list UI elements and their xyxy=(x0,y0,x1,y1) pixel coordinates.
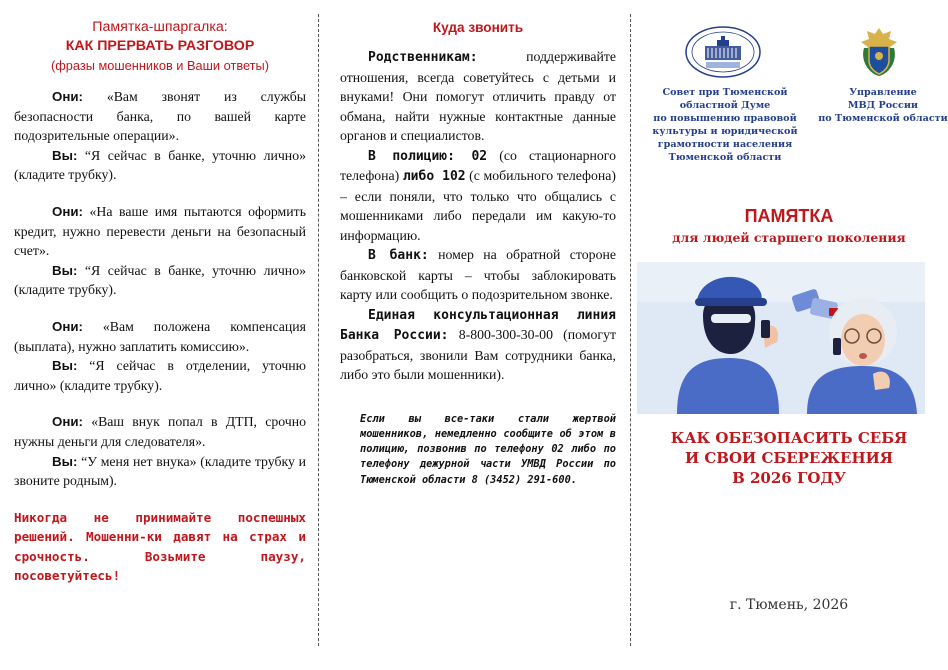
scammer-phrase xyxy=(14,87,306,146)
how-heading-line: И СВОИ СБЕРЕЖЕНИЯ xyxy=(684,449,894,467)
your-answer-label: Вы: xyxy=(52,262,78,278)
dialog-item xyxy=(14,317,306,395)
your-answer-text: “Я сейчас в отделении, уточню лично» (кладите трубку). xyxy=(14,358,306,393)
relatives-paragraph xyxy=(340,47,616,146)
scammer-phrase-label: Они: xyxy=(52,89,83,104)
council-name-line: областной Думе xyxy=(679,100,771,111)
where-to-call-title: Куда звонить xyxy=(432,20,524,35)
bank-text: номер на обратной стороне банковской карты – чтобы заблокировать карту или сообщить о подозрительном звонке. xyxy=(340,247,616,302)
police-text-landline: (со стационарного телефона) xyxy=(340,147,617,183)
how-to-protect-heading xyxy=(644,428,934,488)
warning-text: Никогда не принимайте поспешных решений. Мошенни-ки давят на страх и срочность. Возьмите паузу, посоветуйтесь! xyxy=(14,509,306,584)
relatives-text: поддерживайте отношения, всегда советуйтесь с детьми и внуками! Они помогут отличить правду от обмана, найти нужные контактные данные органов и специалистов. xyxy=(340,49,616,143)
council-name-line: по повышению правовой xyxy=(653,113,797,124)
left-column xyxy=(0,0,318,670)
middle-column xyxy=(318,0,630,670)
scammer-phrase-label: Они: xyxy=(52,203,83,219)
contacts-text xyxy=(340,47,616,385)
duma-emblem-icon xyxy=(684,26,762,78)
cheatsheet-subtitle: (фразы мошенников и Ваши ответы) xyxy=(51,58,269,73)
dialog-list xyxy=(14,87,306,491)
police-label: В полицию: 02 xyxy=(368,148,488,164)
scammer-phrase-text: «На ваше имя пытаются оформить кредит, нужно перевести деньги на безопасный счет». xyxy=(14,203,306,259)
your-answer xyxy=(14,356,306,395)
scammer-phrase-text: «Ваш внук попал в ДТП, срочно нужны деньги для следователя». xyxy=(14,414,306,449)
how-heading-line: КАК ОБЕЗОПАСИТЬ СЕБЯ xyxy=(670,429,908,447)
police-label-mobile: либо 102 xyxy=(402,169,466,184)
city-year: г. Тюмень, 2026 xyxy=(729,597,849,613)
central-bank-label: Единая консультационная линия Банка России: xyxy=(340,307,616,343)
dialog-item xyxy=(14,87,306,185)
council-name-line: Совет при Тюменской xyxy=(662,87,788,98)
mvd-name-line: МВД России xyxy=(847,100,919,111)
cheatsheet-title-line1: Памятка-шпаргалка: xyxy=(92,19,228,35)
police-text-mobile: (с мобильного телефона) – если поняли, что только что общались с мошенниками либо передали им какую-то информацию. xyxy=(340,168,617,243)
scammer-phrase xyxy=(14,317,306,356)
relatives-label: Родственникам: xyxy=(368,50,478,65)
your-answer xyxy=(14,261,306,300)
how-heading-line: В 2026 ГОДУ xyxy=(732,469,846,487)
leaflet-title: ПАМЯТКА xyxy=(744,206,834,226)
council-name-line: грамотности населения xyxy=(657,139,793,150)
central-bank-text: 8-800-300-30-00 (помогут разобраться, звонили Вам сотрудники банка, либо это были мошенники). xyxy=(340,327,616,382)
your-answer xyxy=(14,146,306,185)
scammer-phrase-label: Они: xyxy=(52,414,83,430)
scammer-phrase-label: Они: xyxy=(52,318,83,334)
mvd-emblem-icon xyxy=(856,26,902,78)
mvd-name-line: Управление xyxy=(849,87,917,98)
scammer-phrase-text: «Вам положена компенсация (выплата), нужно заплатить комиссию». xyxy=(14,318,306,354)
bank-label: В банк: xyxy=(368,248,429,263)
your-answer-label: Вы: xyxy=(52,453,78,469)
your-answer-label: Вы: xyxy=(52,358,78,374)
mvd-name xyxy=(818,86,948,125)
bank-paragraph xyxy=(340,245,616,305)
council-name xyxy=(640,86,810,164)
council-name-line: Тюменской области xyxy=(668,152,782,163)
leaflet-subtitle: для людей старшего поколения xyxy=(672,230,906,245)
your-answer-text: “У меня нет внука» (кладите трубку и звоните родным). xyxy=(14,453,306,489)
scammer-phrase xyxy=(14,202,306,261)
council-name-line: культуры и юридической xyxy=(652,126,798,137)
your-answer xyxy=(14,452,306,491)
scammer-phrase xyxy=(14,412,306,451)
central-bank-paragraph xyxy=(340,305,616,385)
logos-block xyxy=(644,18,948,178)
dialog-item xyxy=(14,412,306,490)
your-answer-label: Вы: xyxy=(52,147,78,163)
scammer-phrase-text: «Вам звонят из службы безопасности банка, по вашей карте подозрительные операции». xyxy=(14,89,306,144)
scam-call-illustration xyxy=(637,262,925,414)
your-answer-text: “Я сейчас в банке, уточню лично» (кладите трубку). xyxy=(14,147,306,183)
cheatsheet-title xyxy=(14,18,306,75)
dialog-item xyxy=(14,202,306,300)
police-paragraph xyxy=(340,146,616,246)
cheatsheet-heading: КАК ПРЕРВАТЬ РАЗГОВОР xyxy=(65,38,255,54)
victim-notice: Если вы все-таки стали жертвой мошенников, немедленно сообщите об этом в полицию, позвонив по телефону 02 либо по телефону дежурной части УМВД России по Тюменской области 8 (3452) 291-600. xyxy=(360,412,616,486)
mvd-name-line: по Тюменской области xyxy=(818,113,948,124)
your-answer-text: “Я сейчас в банке, уточню лично» (кладите трубку). xyxy=(14,262,306,298)
